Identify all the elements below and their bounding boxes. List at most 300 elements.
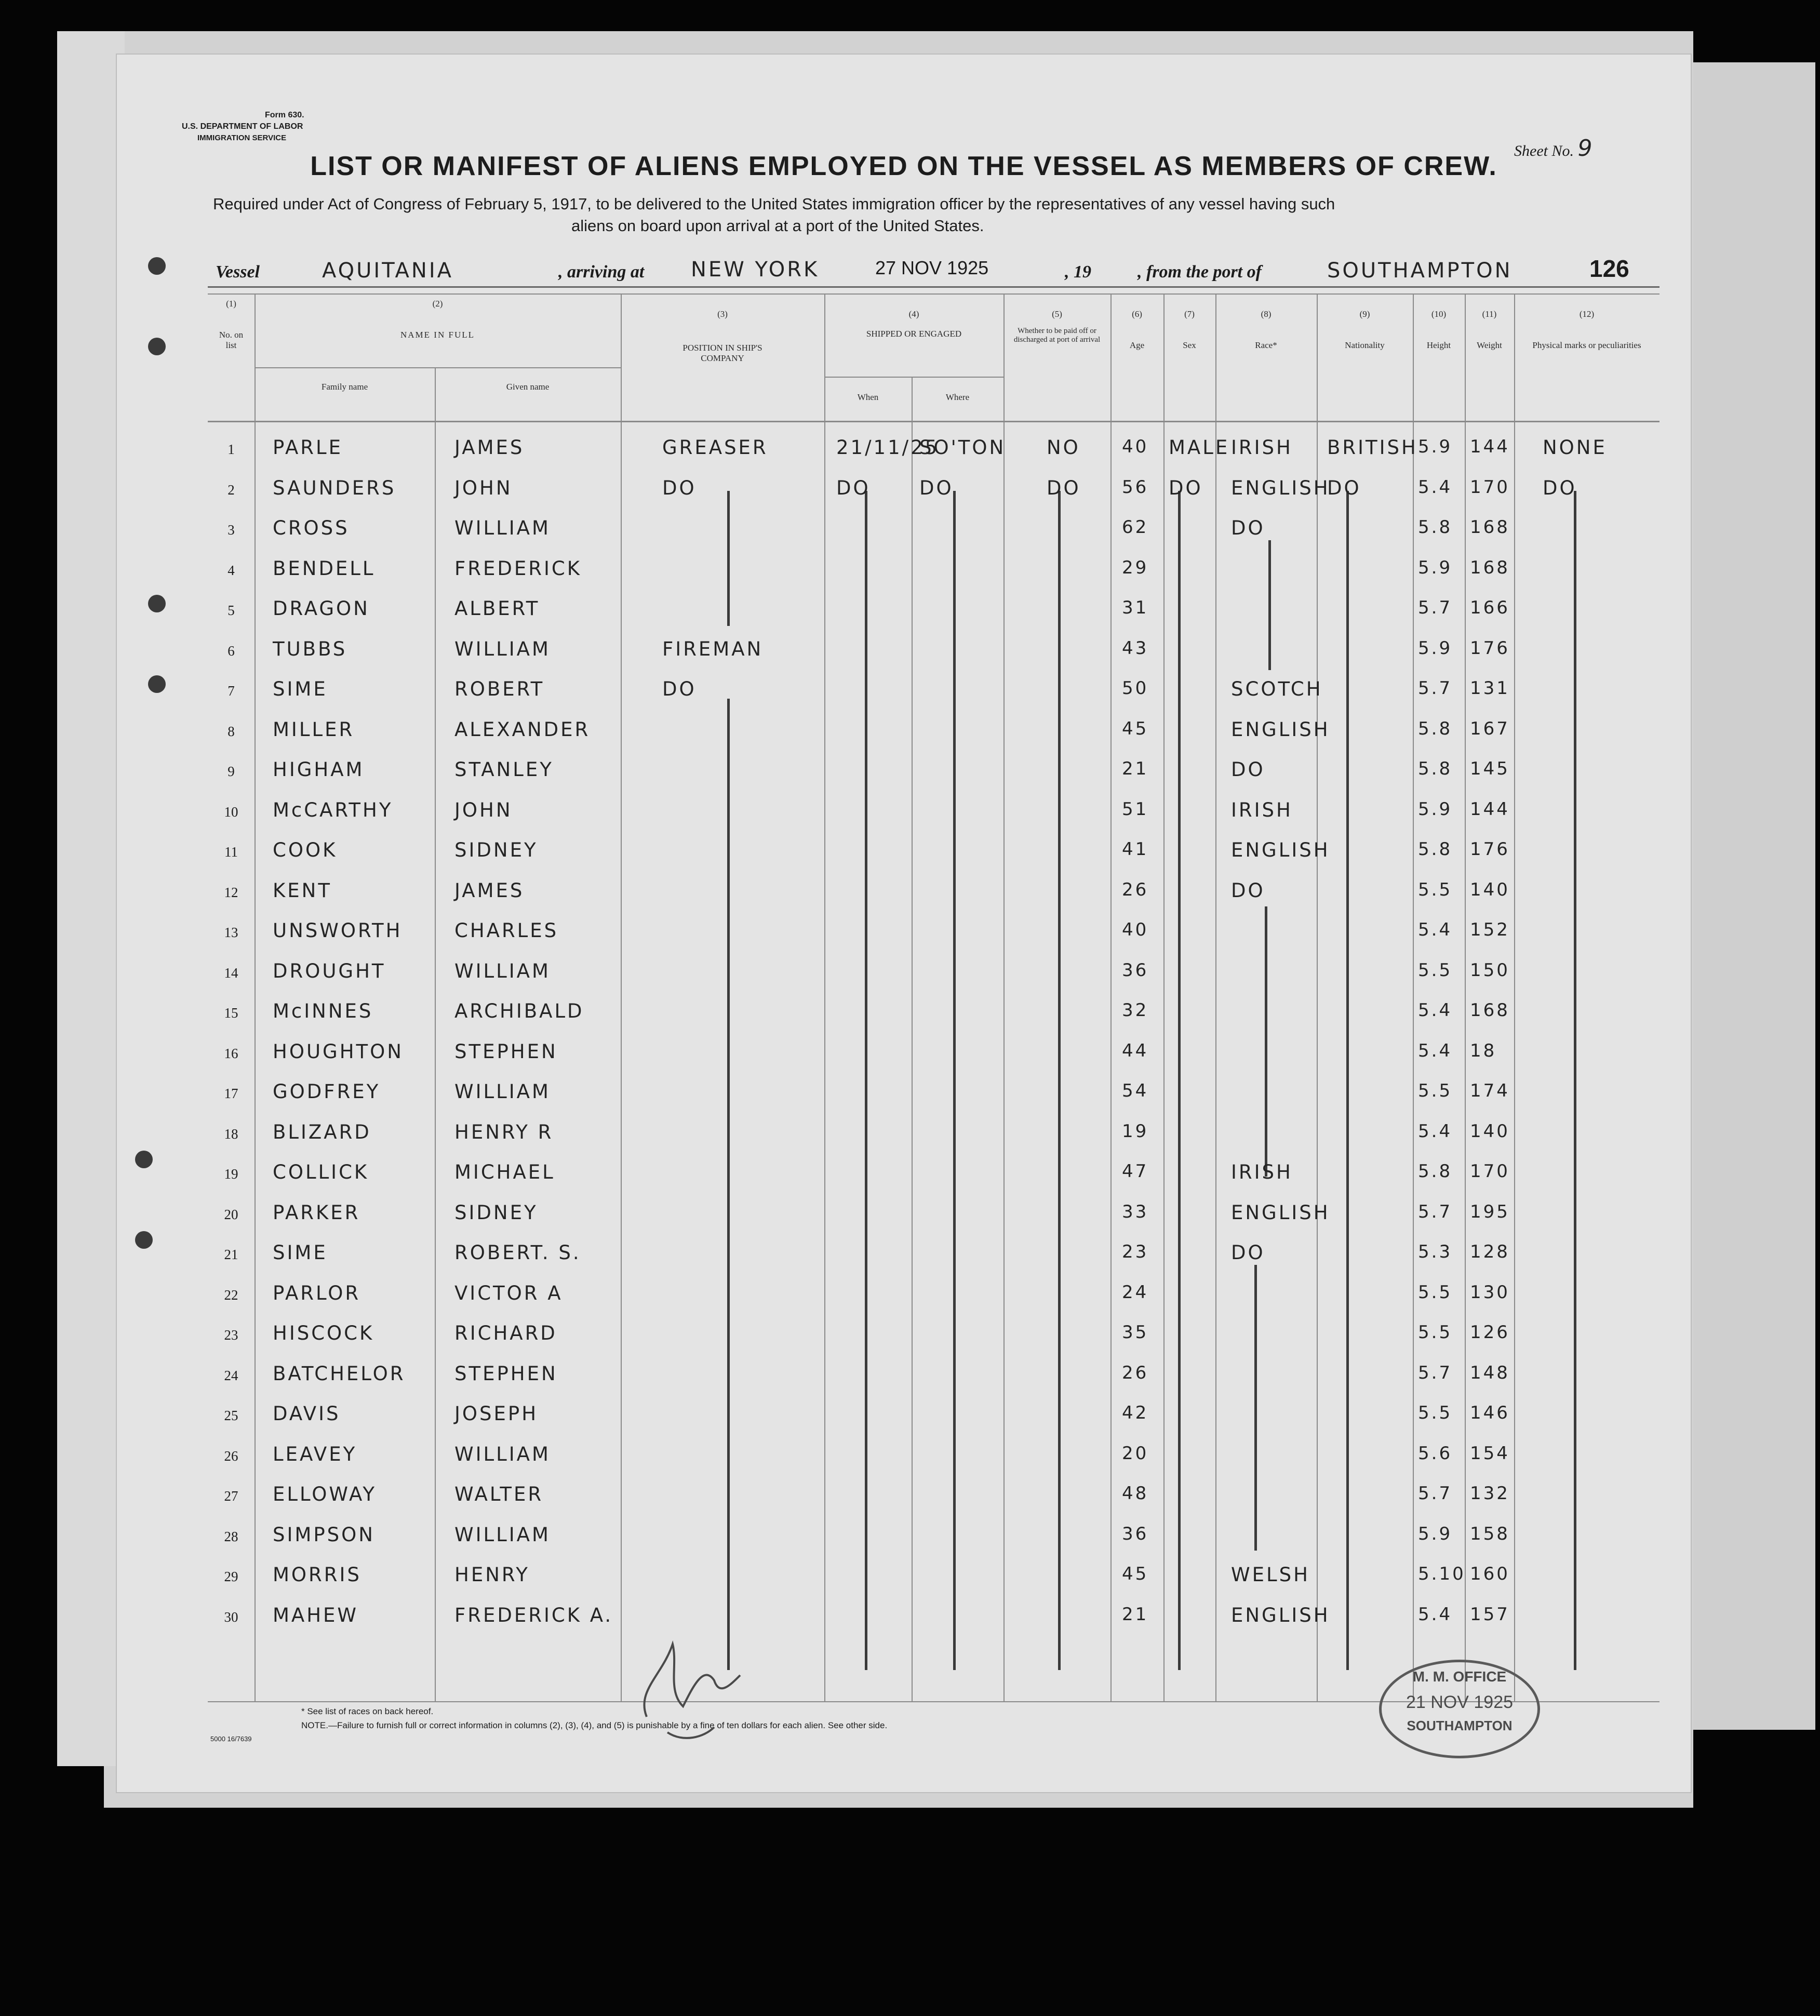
col5-number: (5) (1052, 309, 1062, 319)
col-line-7 (1110, 293, 1112, 1701)
col5-header (1003, 309, 1110, 344)
col10-label: Height (1426, 340, 1451, 350)
col2-label: NAME IN FULL (400, 330, 475, 340)
height: 5.6 (1418, 1443, 1453, 1464)
height: 5.7 (1418, 678, 1453, 699)
given-name: JOHN (454, 476, 513, 499)
weight: 144 (1470, 436, 1510, 457)
given-name: JOSEPH (454, 1403, 539, 1425)
weight: 126 (1470, 1322, 1510, 1343)
height: 5.7 (1418, 1483, 1453, 1504)
age: 33 (1122, 1201, 1149, 1222)
weight: 152 (1470, 919, 1510, 940)
col12-label: Physical marks or peculiarities (1532, 340, 1641, 350)
weight: 150 (1470, 959, 1510, 981)
col2-header (255, 299, 621, 340)
weight: 170 (1470, 1161, 1510, 1182)
print-code: 5000 16/7639 (210, 1735, 252, 1743)
weight: 157 (1470, 1604, 1510, 1625)
age: 36 (1122, 1523, 1149, 1544)
col7-number: (7) (1184, 309, 1195, 319)
col11-number: (11) (1482, 309, 1497, 319)
col3-number: (3) (717, 309, 728, 319)
given-name: JAMES (454, 436, 525, 459)
race: DO (1231, 758, 1265, 781)
ditto-stroke-race-1 (1268, 540, 1271, 670)
weight: 166 (1470, 597, 1510, 618)
given-name: ARCHIBALD (454, 1000, 584, 1022)
age: 35 (1122, 1322, 1149, 1343)
weight: 132 (1470, 1483, 1510, 1504)
punch-hole (148, 338, 166, 355)
age: 56 (1122, 476, 1149, 498)
row-number: 2 (228, 482, 235, 498)
col-line-11 (1413, 293, 1414, 1701)
family-name: MILLER (273, 718, 355, 741)
underlying-sheet-left (57, 31, 125, 1766)
nationality: DO (1327, 476, 1361, 499)
family-name: LEAVEY (273, 1443, 357, 1465)
from-label: , from the port of (1138, 262, 1262, 282)
col6-label: Age (1129, 340, 1145, 350)
given-name: CHARLES (454, 919, 559, 942)
family-name: HIGHAM (273, 758, 365, 781)
row-number: 8 (228, 723, 235, 739)
ditto-stroke-race-3 (1254, 1265, 1257, 1551)
weight: 140 (1470, 1120, 1510, 1142)
weight: 168 (1470, 557, 1510, 578)
col9-header (1317, 309, 1413, 351)
age: 47 (1122, 1161, 1149, 1182)
col1-label: No. on list (219, 330, 244, 350)
given-name: ROBERT (454, 678, 545, 700)
physical-marks: DO (1543, 476, 1577, 499)
penalty-note: NOTE.—Failure to furnish full or correct information in columns (2), (3), (4), and (5) is punishable by a fine of ten dollars for each alien. See other side. (301, 1720, 888, 1730)
row-number: 13 (224, 925, 238, 940)
row-number: 5 (228, 603, 235, 618)
position: DO (662, 678, 697, 700)
race: IRISH (1231, 798, 1293, 821)
family-name: MAHEW (273, 1604, 359, 1626)
row-number: 16 (224, 1045, 238, 1061)
col9-number: (9) (1359, 309, 1370, 319)
family-header: Family name (321, 382, 368, 392)
race: ENGLISH (1231, 718, 1330, 741)
office-stamp (1379, 1660, 1540, 1758)
row-number: 18 (224, 1126, 238, 1142)
given-name: WILLIAM (454, 959, 551, 982)
weight: 130 (1470, 1281, 1510, 1303)
race: ENGLISH (1231, 839, 1330, 861)
col8-label: Race* (1255, 340, 1277, 350)
stamp-top-text: M. M. OFFICE (1412, 1668, 1507, 1685)
vessel-label: Vessel (216, 262, 260, 282)
vessel-name: AQUITANIA (322, 259, 453, 283)
given-name: JAMES (454, 879, 525, 902)
punch-hole (148, 595, 166, 612)
stamp-date: 21 NOV 1925 (1406, 1692, 1514, 1712)
punch-hole (148, 675, 166, 693)
age: 48 (1122, 1483, 1149, 1504)
race: IRISH (1231, 1161, 1293, 1183)
weight: 146 (1470, 1403, 1510, 1423)
date-stamp: 27 NOV 1925 (875, 257, 989, 278)
family-name: UNSWORTH (273, 919, 403, 942)
row-number: 7 (228, 683, 235, 699)
sheet-label: Sheet No. (1514, 142, 1574, 159)
age: 42 (1122, 1403, 1149, 1423)
race: DO (1231, 1241, 1265, 1264)
race: ENGLISH (1231, 1604, 1330, 1626)
height: 5.8 (1418, 1161, 1453, 1182)
height: 5.9 (1418, 798, 1453, 820)
family-name: BLIZARD (273, 1120, 371, 1143)
row-number: 4 (228, 562, 235, 578)
row-number: 25 (224, 1408, 238, 1423)
age: 45 (1122, 718, 1149, 739)
col6-number: (6) (1132, 309, 1142, 319)
ditto-stroke-paid (1058, 491, 1061, 1670)
col-line-13 (1514, 293, 1515, 1701)
family-name: COOK (273, 839, 338, 861)
manifest-sheet (117, 55, 1691, 1792)
col-line-12 (1465, 293, 1466, 1701)
col11-label: Weight (1477, 340, 1502, 350)
weight: 145 (1470, 758, 1510, 779)
position: FIREMAN (662, 637, 764, 660)
ditto-stroke-position (727, 491, 730, 626)
family-name: COLLICK (273, 1161, 369, 1183)
punch-hole (135, 1231, 153, 1249)
age: 62 (1122, 517, 1149, 538)
height: 5.4 (1418, 1604, 1453, 1625)
col8-header (1215, 309, 1317, 351)
weight: 158 (1470, 1523, 1510, 1544)
row-number: 12 (224, 884, 238, 900)
col-line-2 (435, 367, 436, 1701)
race: WELSH (1231, 1564, 1310, 1586)
from-port: SOUTHAMPTON (1327, 259, 1513, 283)
weight: 154 (1470, 1443, 1510, 1464)
col4-label: SHIPPED OR ENGAGED (866, 329, 962, 339)
paid-off: NO (1047, 436, 1080, 459)
col-line-6 (1003, 293, 1005, 1701)
ditto-stroke-when (865, 491, 867, 1670)
row-number: 28 (224, 1528, 238, 1544)
height: 5.4 (1418, 919, 1453, 940)
race: DO (1231, 879, 1265, 902)
family-name: HOUGHTON (273, 1040, 404, 1063)
weight: 195 (1470, 1201, 1510, 1222)
given-name: ALEXANDER (454, 718, 591, 741)
year-label: , 19 (1065, 262, 1091, 282)
age: 54 (1122, 1080, 1149, 1101)
age: 40 (1122, 919, 1149, 940)
family-name: PARLOR (273, 1281, 361, 1304)
given-name: WALTER (454, 1483, 544, 1505)
col3-label: POSITION IN SHIP'S COMPANY (682, 343, 762, 363)
height: 5.4 (1418, 476, 1453, 498)
weight: 176 (1470, 839, 1510, 860)
weight: 170 (1470, 476, 1510, 498)
family-name: BENDELL (273, 557, 376, 580)
height: 5.9 (1418, 637, 1453, 659)
given-name: WILLIAM (454, 517, 551, 539)
service: IMMIGRATION SERVICE (197, 133, 287, 142)
race: IRISH (1231, 436, 1293, 459)
races-note: * See list of races on back hereof. (301, 1706, 434, 1716)
given-name: JOHN (454, 798, 513, 821)
row-number: 30 (224, 1609, 238, 1625)
where-header: Where (945, 392, 970, 402)
weight: 168 (1470, 517, 1510, 538)
height: 5.3 (1418, 1241, 1453, 1262)
given-name: ALBERT (454, 597, 540, 620)
ditto-stroke-where (953, 491, 956, 1670)
height: 5.10 (1418, 1564, 1466, 1584)
col-line-4 (824, 293, 825, 1701)
family-name: HISCOCK (273, 1322, 374, 1344)
family-name: ELLOWAY (273, 1483, 377, 1505)
col3-header (621, 309, 824, 364)
given-name: FREDERICK (454, 557, 582, 580)
given-name: STANLEY (454, 758, 554, 781)
row-number: 29 (224, 1569, 238, 1584)
shipped-when: DO (836, 476, 871, 499)
family-name: PARKER (273, 1201, 360, 1224)
col7-header (1163, 309, 1215, 351)
stamp-bottom-text: SOUTHAMPTON (1407, 1718, 1513, 1733)
shipped-where: DO (919, 476, 954, 499)
family-name: MORRIS (273, 1564, 362, 1586)
ditto-stroke-race-2 (1265, 906, 1267, 1177)
age: 19 (1122, 1120, 1149, 1142)
given-name: HENRY (454, 1564, 530, 1586)
vessel-line (117, 255, 1691, 286)
height: 5.5 (1418, 1322, 1453, 1343)
height: 5.5 (1418, 1281, 1453, 1303)
header-rule-bottom (208, 421, 1660, 422)
race: SCOTCH (1231, 678, 1323, 700)
family-name: McINNES (273, 1000, 373, 1022)
row-number: 11 (224, 844, 238, 860)
arriving-label: , arriving at (558, 262, 645, 282)
given-name: WILLIAM (454, 637, 551, 660)
shipped-subrule (824, 377, 1003, 378)
physical-marks: NONE (1543, 436, 1607, 459)
ditto-stroke-nationality (1346, 491, 1349, 1670)
weight: 168 (1470, 1000, 1510, 1021)
row-number: 6 (228, 643, 235, 659)
height: 5.7 (1418, 1201, 1453, 1222)
height: 5.5 (1418, 879, 1453, 900)
shipped-when: 21/11/25 (836, 436, 940, 459)
height: 5.9 (1418, 1523, 1453, 1544)
weight: 128 (1470, 1241, 1510, 1262)
row-number: 24 (224, 1367, 238, 1383)
age: 43 (1122, 637, 1149, 659)
row-number: 27 (224, 1488, 238, 1504)
age: 41 (1122, 839, 1149, 860)
family-name: BATCHELOR (273, 1362, 406, 1385)
col-line-10 (1317, 293, 1318, 1701)
height: 5.8 (1418, 758, 1453, 779)
weight: 148 (1470, 1362, 1510, 1383)
col4-number: (4) (908, 309, 919, 319)
family-name: SIME (273, 1241, 328, 1264)
ditto-stroke-sex (1178, 491, 1181, 1670)
race: DO (1231, 517, 1265, 539)
given-name: WILLIAM (454, 1523, 551, 1546)
weight: 144 (1470, 798, 1510, 820)
given-name: ROBERT. S. (454, 1241, 581, 1264)
department: U.S. DEPARTMENT OF LABOR (182, 122, 303, 131)
col7-label: Sex (1183, 340, 1196, 350)
weight: 18 (1470, 1040, 1497, 1061)
family-name: DAVIS (273, 1403, 341, 1425)
list-number: 126 (1589, 255, 1629, 282)
row-number: 22 (224, 1287, 238, 1303)
row-number: 14 (224, 965, 238, 981)
col5-label: Whether to be paid off or discharged at port of arrival (1013, 327, 1101, 344)
age: 45 (1122, 1564, 1149, 1584)
height: 5.9 (1418, 436, 1453, 457)
age: 36 (1122, 959, 1149, 981)
given-name: RICHARD (454, 1322, 557, 1344)
row-number: 21 (224, 1247, 238, 1262)
age: 21 (1122, 1604, 1149, 1625)
given-name: SIDNEY (454, 839, 538, 861)
weight: 140 (1470, 879, 1510, 900)
age: 24 (1122, 1281, 1149, 1303)
col-line-5 (912, 377, 913, 1701)
age: 40 (1122, 436, 1149, 457)
age: 26 (1122, 879, 1149, 900)
family-name: SIME (273, 678, 328, 700)
nationality: BRITISH (1327, 436, 1418, 459)
position: DO (662, 476, 697, 499)
age: 44 (1122, 1040, 1149, 1061)
weight: 174 (1470, 1080, 1510, 1101)
col6-header (1110, 309, 1163, 351)
row-number: 26 (224, 1448, 238, 1464)
row-number: 23 (224, 1327, 238, 1343)
given-name: WILLIAM (454, 1443, 551, 1465)
height: 5.7 (1418, 1362, 1453, 1383)
given-name: STEPHEN (454, 1040, 558, 1063)
col1-number: (1) (226, 299, 236, 309)
col4-header (824, 309, 1003, 339)
form-number: Form 630. (265, 111, 304, 119)
weight: 160 (1470, 1564, 1510, 1584)
col12-number: (12) (1579, 309, 1595, 319)
given-name: FREDERICK A. (454, 1604, 613, 1626)
height: 5.8 (1418, 517, 1453, 538)
row-number: 9 (228, 764, 235, 779)
age: 31 (1122, 597, 1149, 618)
given-header: Given name (506, 382, 550, 392)
sheet-value: 9 (1577, 135, 1595, 162)
given-name: VICTOR A (454, 1281, 563, 1304)
col1-header (208, 299, 255, 351)
arriving-port: NEW YORK (691, 258, 820, 282)
header-rule-top (208, 293, 1660, 295)
col9-label: Nationality (1345, 340, 1385, 350)
row-number: 1 (228, 442, 235, 457)
col2-number: (2) (432, 299, 443, 309)
age: 50 (1122, 678, 1149, 699)
row-number: 10 (224, 804, 238, 820)
vessel-underline (208, 286, 1660, 288)
col10-header (1413, 309, 1465, 351)
position: GREASER (662, 436, 768, 459)
family-name: PARLE (273, 436, 343, 459)
col12-header (1514, 309, 1660, 351)
family-name: CROSS (273, 517, 350, 539)
punch-hole (135, 1151, 153, 1168)
age: 20 (1122, 1443, 1149, 1464)
height: 5.5 (1418, 959, 1453, 981)
row-number: 17 (224, 1086, 238, 1101)
age: 26 (1122, 1362, 1149, 1383)
family-name: SIMPSON (273, 1523, 375, 1546)
col11-header (1465, 309, 1514, 351)
col10-number: (10) (1431, 309, 1447, 319)
subtitle-line-1: Required under Act of Congress of February 5, 1917, to be delivered to the United States immigration officer by the representatives of any vessel having such (213, 195, 1335, 213)
given-name: SIDNEY (454, 1201, 538, 1224)
age: 29 (1122, 557, 1149, 578)
paid-off: DO (1047, 476, 1081, 499)
height: 5.5 (1418, 1080, 1453, 1101)
signature (615, 1613, 823, 1748)
race: ENGLISH (1231, 1201, 1330, 1224)
height: 5.4 (1418, 1000, 1453, 1021)
given-name: MICHAEL (454, 1161, 555, 1183)
ditto-stroke-marks (1574, 491, 1576, 1670)
family-name: TUBBS (273, 637, 347, 660)
sex: DO (1169, 476, 1203, 499)
row-number: 15 (224, 1005, 238, 1021)
col-line-1 (255, 293, 256, 1701)
family-name: KENT (273, 879, 332, 902)
family-name: McCARTHY (273, 798, 393, 821)
col8-number: (8) (1261, 309, 1272, 319)
page-title: LIST OR MANIFEST OF ALIENS EMPLOYED ON THE VESSEL AS MEMBERS OF CREW. (310, 151, 1497, 181)
height: 5.8 (1418, 839, 1453, 860)
age: 32 (1122, 1000, 1149, 1021)
age: 51 (1122, 798, 1149, 820)
weight: 167 (1470, 718, 1510, 739)
when-header: When (857, 392, 879, 402)
age: 21 (1122, 758, 1149, 779)
given-name: STEPHEN (454, 1362, 558, 1385)
height: 5.7 (1418, 597, 1453, 618)
name-subrule (255, 367, 621, 368)
row-number: 3 (228, 522, 235, 538)
col-line-9 (1215, 293, 1216, 1701)
given-name: HENRY R (454, 1120, 554, 1143)
family-name: DRAGON (273, 597, 370, 620)
family-name: GODFREY (273, 1080, 381, 1103)
shipped-where: SO'TON (919, 436, 1006, 459)
row-number: 19 (224, 1166, 238, 1182)
given-name: WILLIAM (454, 1080, 551, 1103)
ditto-stroke-position-2 (727, 699, 730, 1670)
height: 5.9 (1418, 557, 1453, 578)
height: 5.5 (1418, 1403, 1453, 1423)
punch-hole (148, 257, 166, 275)
col-line-3 (621, 293, 622, 1701)
